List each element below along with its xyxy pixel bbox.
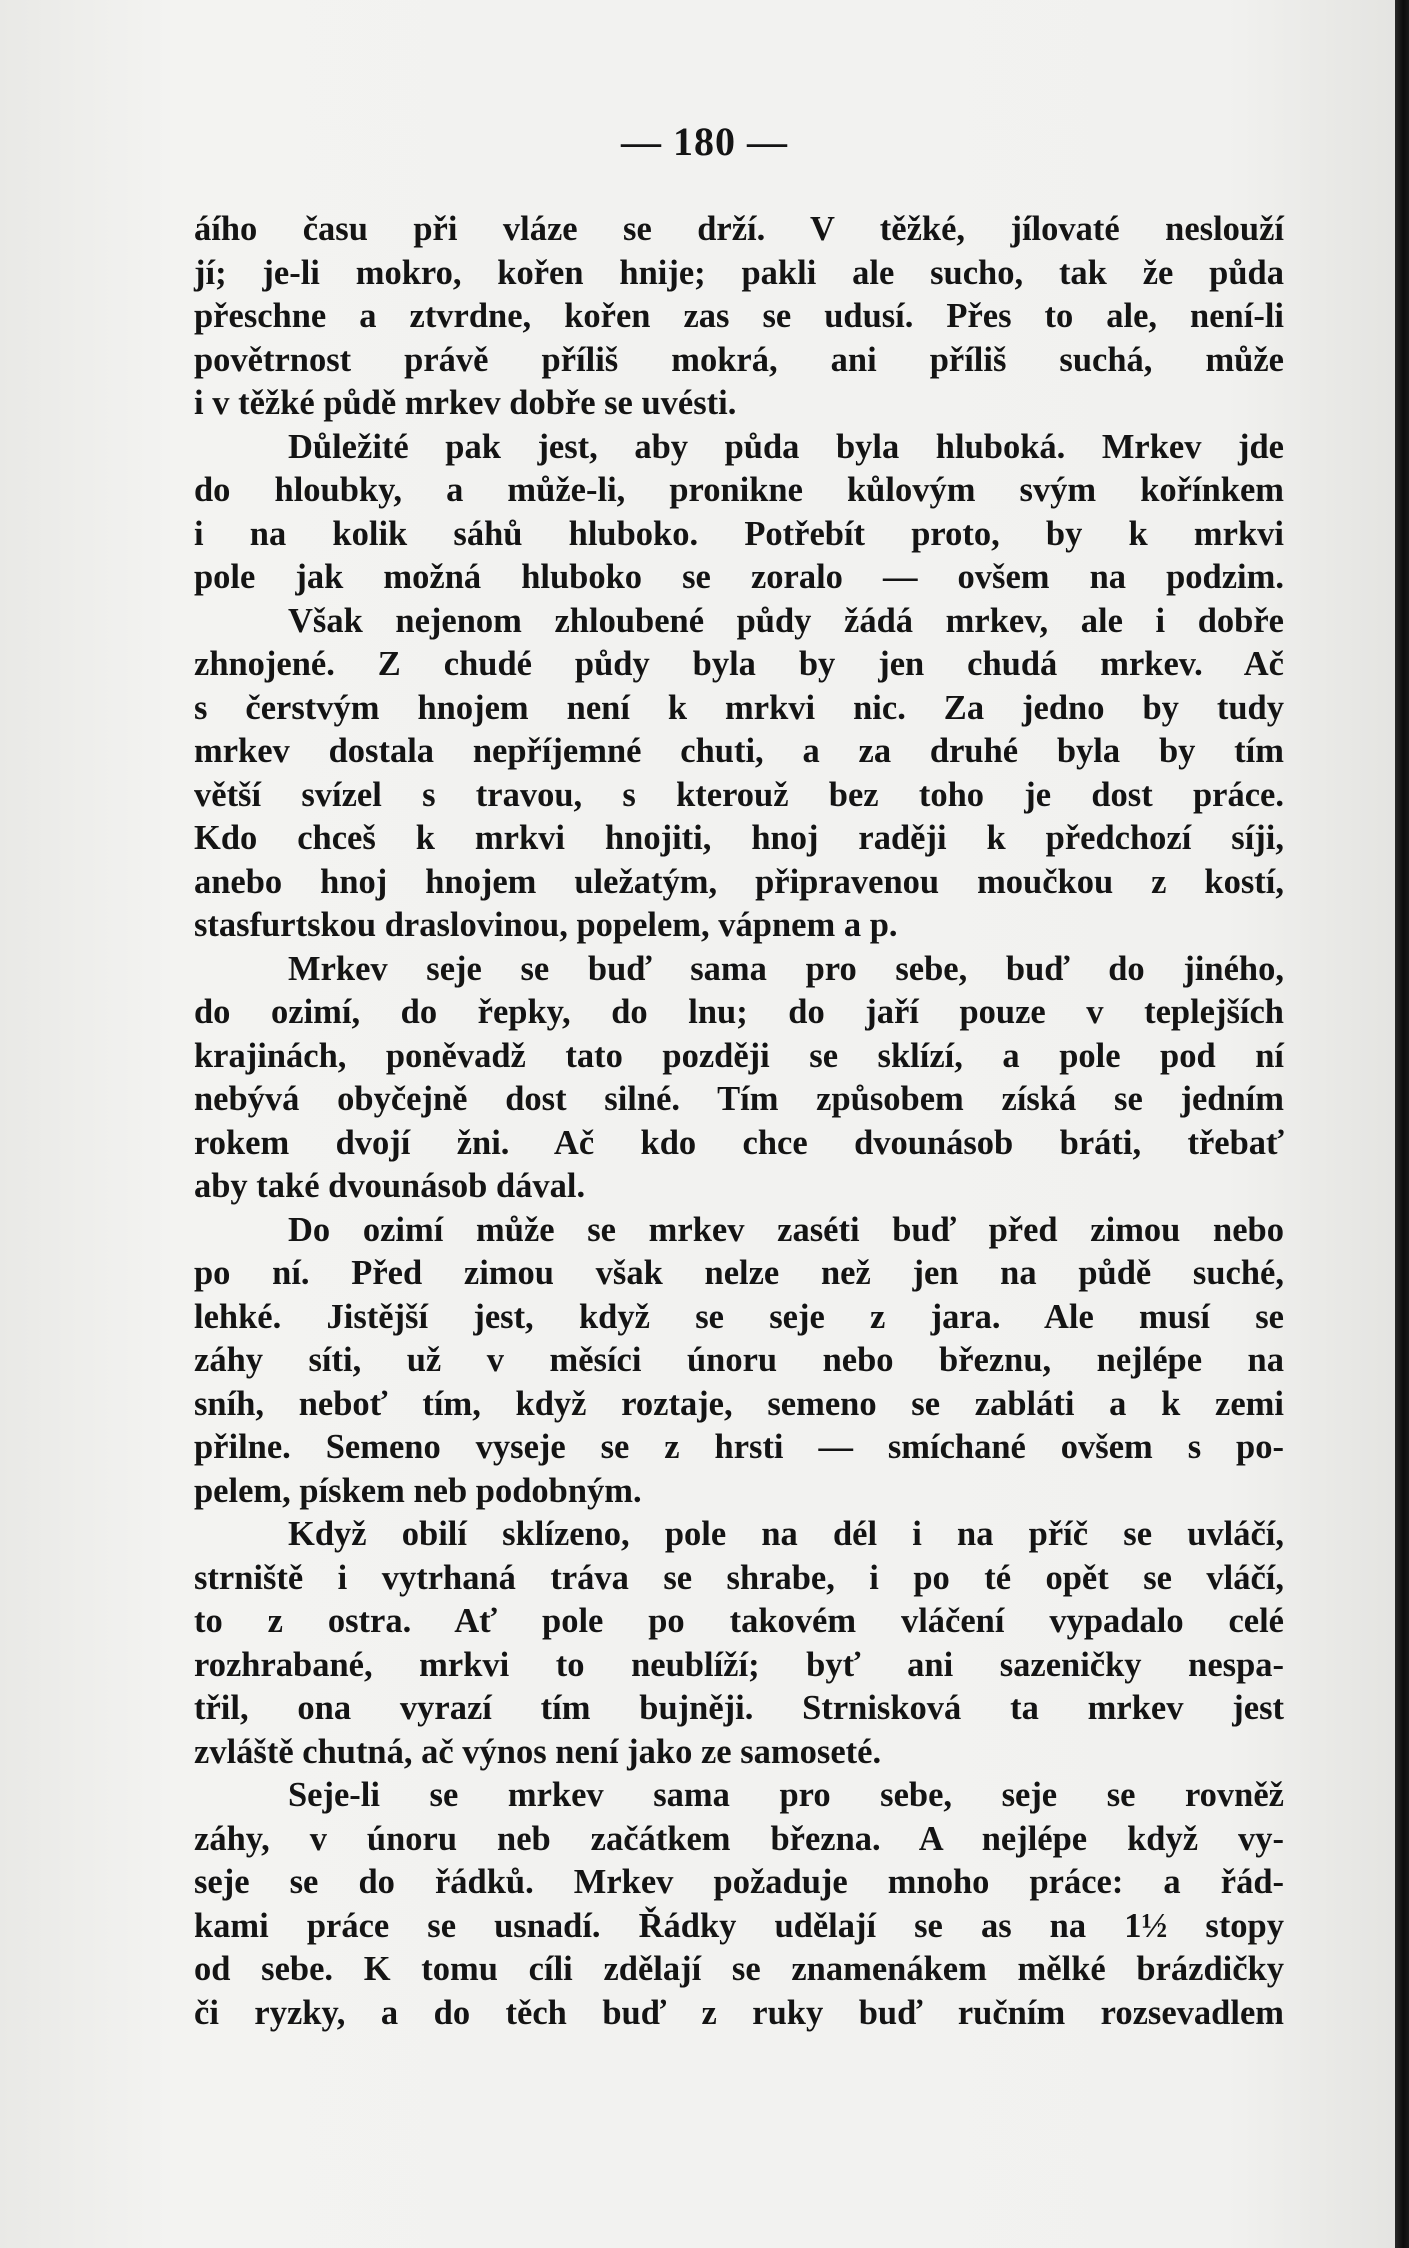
text-line: Do ozimí může se mrkev zaséti buď před zimou nebo bbox=[288, 1210, 1284, 1249]
text-line: pole jak možná hluboko se zoralo — ovšem na podzim. bbox=[194, 558, 1284, 596]
text-line: jí; je-li mokro, kořen hnije; pakli ale sucho, tak že půda bbox=[194, 253, 1284, 292]
text-line: rokem dvojí žni. Ač kdo chce dvounásob bráti, třebať bbox=[194, 1123, 1284, 1162]
text-line: Důležité pak jest, aby půda byla hluboká. Mrkev jde bbox=[288, 427, 1284, 466]
text-line: stasfurtskou draslovinou, popelem, vápnem a p. bbox=[194, 906, 898, 944]
text-line: nebývá obyčejně dost silné. Tím způsobem získá se jedním bbox=[194, 1080, 1284, 1118]
text-line: záhy, v únoru neb začátkem března. A nejlépe když vy- bbox=[194, 1819, 1284, 1858]
text-line: záhy síti, už v měsíci únoru nebo březnu, nejlépe na bbox=[194, 1341, 1284, 1379]
text-line: áího času při vláze se drží. V těžké, jílovaté neslouží bbox=[194, 210, 1284, 248]
text-line: anebo hnoj hnojem uležatým, připravenou moučkou z kostí, bbox=[194, 862, 1284, 901]
text-line: i na kolik sáhů hluboko. Potřebít proto, by k mrkvi bbox=[194, 514, 1284, 553]
text-line: kami práce se usnadí. Řádky udělají se as na 1½ stopy bbox=[194, 1906, 1284, 1945]
text-line: Když obilí sklízeno, pole na dél i na příč se uvláčí, bbox=[288, 1515, 1284, 1553]
text-line: to z ostra. Ať pole po takovém vláčení vypadalo celé bbox=[194, 1602, 1284, 1640]
text-line: strniště i vytrhaná tráva se shrabe, i po té opět se vláčí, bbox=[194, 1558, 1284, 1597]
text-line: přeschne a ztvrdne, kořen zas se udusí. Přes to ale, není-li bbox=[194, 297, 1284, 335]
text-line: povětrnost právě příliš mokrá, ani příliš suchá, může bbox=[194, 340, 1284, 379]
page-number: — 180 — bbox=[621, 119, 788, 164]
text-line: od sebe. K tomu cíli zdělají se znamenákem mělké brázdičky bbox=[194, 1950, 1284, 1988]
text-line: Však nejenom zhloubené půdy žádá mrkev, ale i dobře bbox=[288, 601, 1284, 640]
text-line: zvláště chutná, ač výnos není jako ze samoseté. bbox=[194, 1732, 882, 1771]
text-line: Kdo chceš k mrkvi hnojiti, hnoj raději k předchozí síji, bbox=[194, 819, 1284, 857]
text-line: i v těžké půdě mrkev dobře se uvésti. bbox=[194, 384, 737, 422]
text-line: třil, ona vyrazí tím bujněji. Strnisková ta mrkev jest bbox=[194, 1689, 1284, 1727]
text-line: zhnojené. Z chudé půdy byla by jen chudá mrkev. Ač bbox=[194, 645, 1284, 683]
text-line: s čerstvým hnojem není k mrkvi nic. Za jedno by tudy bbox=[194, 688, 1284, 727]
text-line: po ní. Před zimou však nelze než jen na půdě suché, bbox=[194, 1254, 1284, 1292]
text-line: Seje-li se mrkev sama pro sebe, seje se rovněž bbox=[288, 1776, 1284, 1814]
text-line: Mrkev seje se buď sama pro sebe, buď do jiného, bbox=[288, 949, 1284, 988]
text-line: seje se do řádků. Mrkev požaduje mnoho práce: a řád- bbox=[194, 1863, 1284, 1901]
text-line: přilne. Semeno vyseje se z hrsti — smíchané ovšem s po- bbox=[194, 1428, 1284, 1466]
text-line: rozhrabané, mrkvi to neublíží; byť ani sazeničky nespa- bbox=[194, 1645, 1284, 1684]
text-line: aby také dvounásob dával. bbox=[194, 1167, 586, 1205]
text-line: pelem, pískem neb podobným. bbox=[194, 1471, 642, 1510]
scan-edge bbox=[1395, 0, 1409, 2248]
text-line: lehké. Jistější jest, když se seje z jara. Ale musí se bbox=[194, 1297, 1284, 1336]
text-line: krajinách, poněvadž tato později se sklízí, a pole pod ní bbox=[194, 1036, 1284, 1075]
text-line: či ryzky, a do těch buď z ruky buď ručním rozsevadlem bbox=[194, 1993, 1284, 2032]
text-line: sníh, neboť tím, když roztaje, semeno se zabláti a k zemi bbox=[194, 1384, 1284, 1423]
text-line: do ozimí, do řepky, do lnu; do jaří pouze v teplejších bbox=[194, 993, 1284, 1031]
text-line: do hloubky, a může-li, pronikne kůlovým svým kořínkem bbox=[194, 471, 1284, 509]
text-line: mrkev dostala nepříjemné chuti, a za druhé byla by tím bbox=[194, 732, 1284, 770]
body-text bbox=[194, 208, 1284, 2035]
text-line: větší svízel s travou, s kterouž bez toho je dost práce. bbox=[194, 775, 1284, 814]
